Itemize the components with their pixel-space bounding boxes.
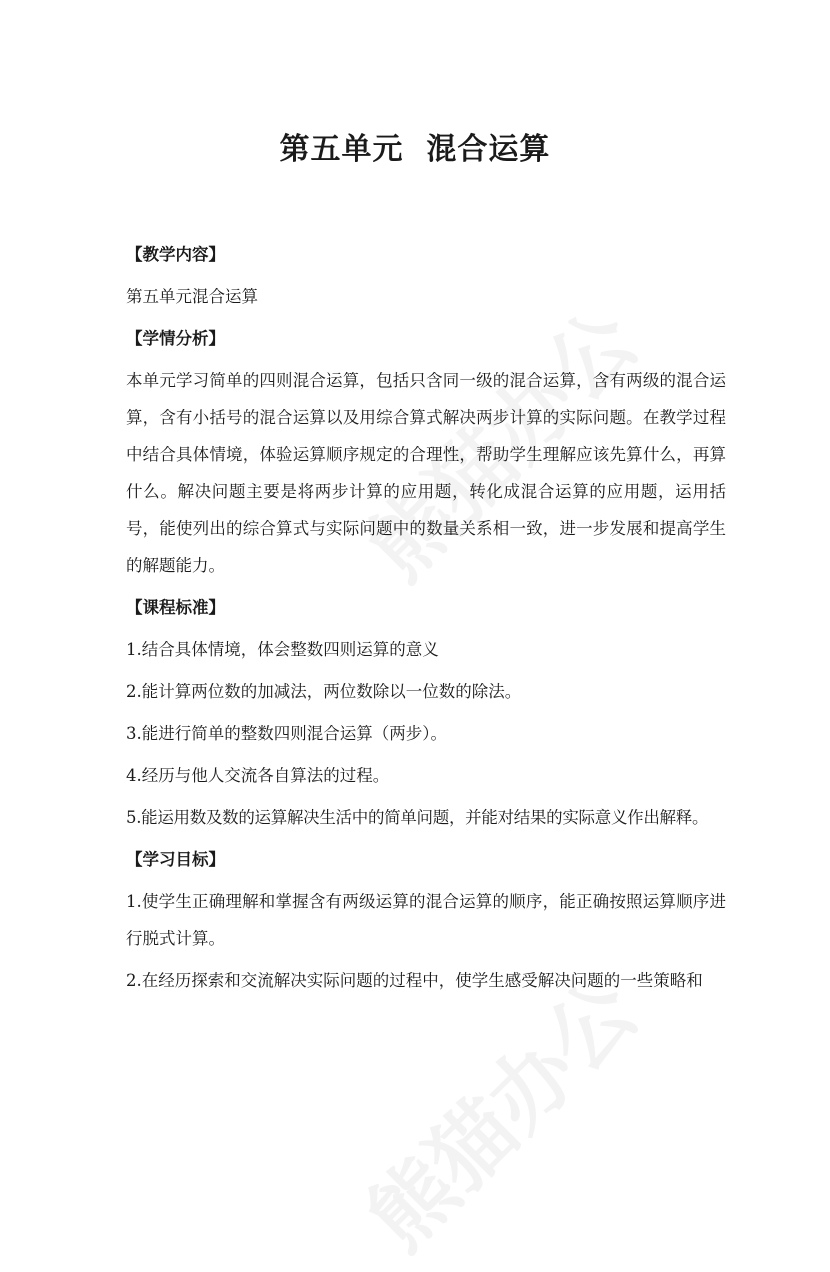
situation-analysis-text: 本单元学习简单的四则混合运算，包括只含同一级的混合运算，含有两级的混合运算，含有小括号的混合运算以及用综合算式解决两步计算的实际问题。在教学过程中结合具体情境，体验运算顺序规定的合理性，帮助学生理解应该先算什么，再算什么。解决问题主要是将两步计算的应用题，转化成混合运算的应用题，运用括号，能使列出的综合算式与实际问题中的数量关系相一致，进一步发展和提高学生的解题能力。 — [126, 371, 726, 575]
page-title: 第五单元 混合运算 — [279, 132, 551, 167]
curriculum-standard-item: 1.结合具体情境，体会整数四则运算的意义 — [126, 640, 439, 659]
section-heading-teaching-content: 【教学内容】 — [126, 245, 225, 264]
section-heading-learning-goals: 【学习目标】 — [126, 850, 225, 869]
document-body — [126, 236, 726, 1004]
curriculum-standard-item: 2.能计算两位数的加减法，两位数除以一位数的除法。 — [126, 682, 522, 701]
teaching-content-text: 第五单元混合运算 — [126, 287, 258, 306]
curriculum-standard-item: 3.能进行简单的整数四则混合运算（两步）。 — [126, 724, 447, 743]
watermark-text — [349, 962, 656, 1269]
learning-goal-item: 2.在经历探索和交流解决实际问题的过程中，使学生感受解决问题的一些策略和 — [126, 971, 703, 990]
curriculum-standard-item: 4.经历与他人交流各自算法的过程。 — [126, 766, 390, 785]
learning-goal-item: 1.使学生正确理解和掌握含有两级运算的混合运算的顺序，能正确按照运算顺序进行脱式计算。 — [126, 892, 726, 948]
curriculum-standard-item: 5.能运用数及数的运算解决生活中的简单问题，并能对结果的实际意义作出解释。 — [126, 808, 709, 827]
section-heading-situation-analysis: 【学情分析】 — [126, 329, 225, 348]
section-heading-curriculum-standards: 【课程标准】 — [126, 598, 225, 617]
